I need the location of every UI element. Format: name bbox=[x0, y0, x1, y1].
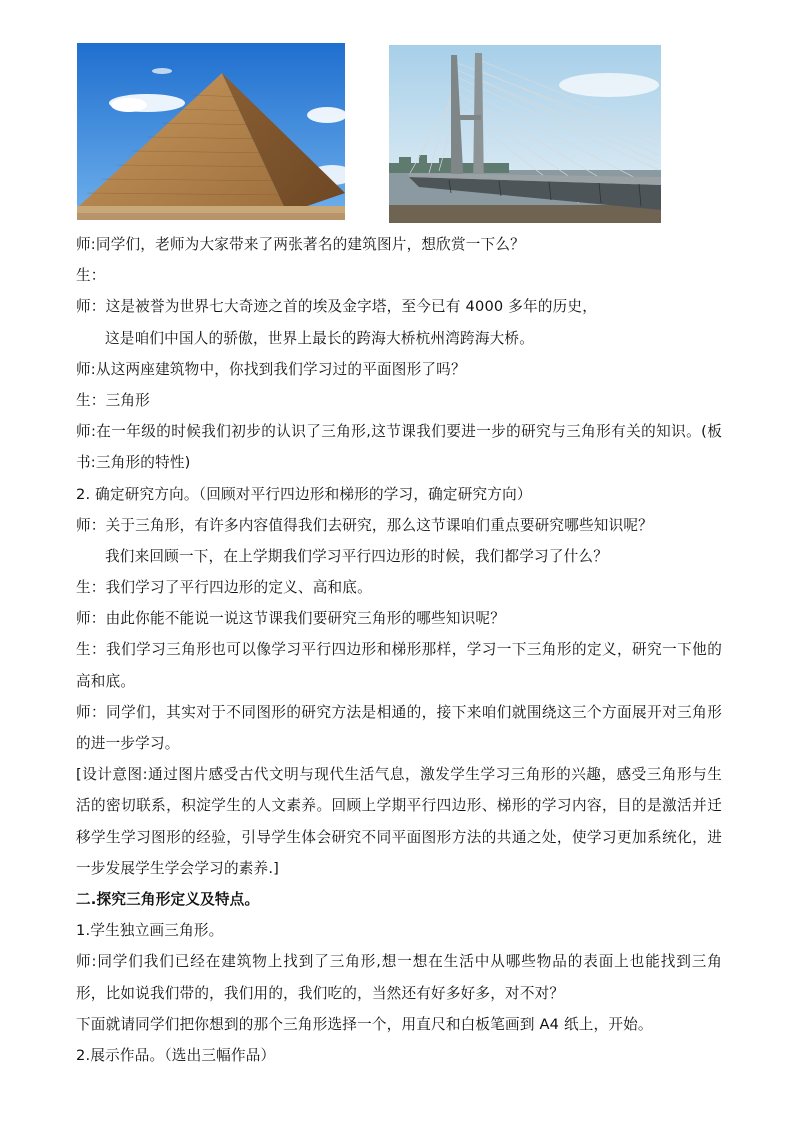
design-intent-note: [设计意图:通过图片感受古代文明与现代生活气息，激发学生学习三角形的兴趣，感受三角形与生活的密切联系，积淀学生的人文素养。回顾上学期平行四边形、梯形的学习内容，目的是激活并迁移学生学习图形的经验，引导学生体会研究不同平面图形方法的共通之处，使学习更加系统化，进一步发展学生学会学习的素养.] bbox=[76, 766, 722, 877]
paragraph: 生：我们学习三角形也可以像学习平行四边形和梯形那样，学习一下三角形的定义，研究一下他的高和底。 bbox=[76, 641, 722, 690]
section-heading: 二.探究三角形定义及特点。 bbox=[76, 891, 260, 909]
paragraph: 师：由此你能不能说一说这节课我们要研究三角形的哪些知识呢？ bbox=[76, 610, 506, 628]
lesson-text bbox=[76, 229, 722, 1071]
paragraph: 下面就请同学们把你想到的那个三角形选择一个，用直尺和白板笔画到 A4 纸上，开始。 bbox=[76, 1015, 653, 1033]
paragraph: 生： bbox=[76, 267, 106, 285]
section-step: 1.学生独立画三角形。 bbox=[76, 922, 224, 940]
bridge-photo bbox=[389, 45, 661, 223]
paragraph: 师:同学们，老师为大家带来了两张著名的建筑图片，想欣赏一下么？ bbox=[76, 236, 525, 253]
paragraph: 师:从这两座建筑物中，你找到我们学习过的平面图形了吗？ bbox=[76, 360, 466, 378]
paragraph: 师：同学们，其实对于不同图形的研究方法是相通的，接下来咱们就围绕这三个方面展开对三角形的进一步学习。 bbox=[76, 703, 722, 753]
paragraph: 师:同学们我们已经在建筑物上找到了三角形,想一想在生活中从哪些物品的表面上也能找到三角形，比如说我们带的，我们用的，我们吃的，当然还有好多好多，对不对？ bbox=[76, 953, 722, 1002]
section-step: 2.展示作品。（选出三幅作品） bbox=[76, 1047, 276, 1065]
paragraph: 生：三角形 bbox=[76, 391, 150, 409]
paragraph: 师:在一年级的时候我们初步的认识了三角形,这节课我们要进一步的研究与三角形有关的知识。(板书:三角形的特性) bbox=[76, 423, 722, 472]
paragraph: 师：这是被誉为世界七大奇迹之首的埃及金字塔，至今已有 4000 多年的历史， bbox=[76, 298, 598, 316]
paragraph: 师：关于三角形，有许多内容值得我们去研究，那么这节课咱们重点要研究哪些知识呢？ bbox=[76, 516, 653, 534]
paragraph: 生：我们学习了平行四边形的定义、高和底。 bbox=[76, 579, 372, 597]
paragraph: 我们来回顾一下，在上学期我们学习平行四边形的时候，我们都学习了什么？ bbox=[105, 547, 608, 565]
paragraph: 这是咱们中国人的骄傲，世界上最长的跨海大桥杭州湾跨海大桥。 bbox=[105, 329, 535, 347]
pyramid-photo bbox=[77, 43, 345, 220]
section-step: 2. 确定研究方向。（回顾对平行四边形和梯形的学习，确定研究方向） bbox=[76, 485, 532, 503]
